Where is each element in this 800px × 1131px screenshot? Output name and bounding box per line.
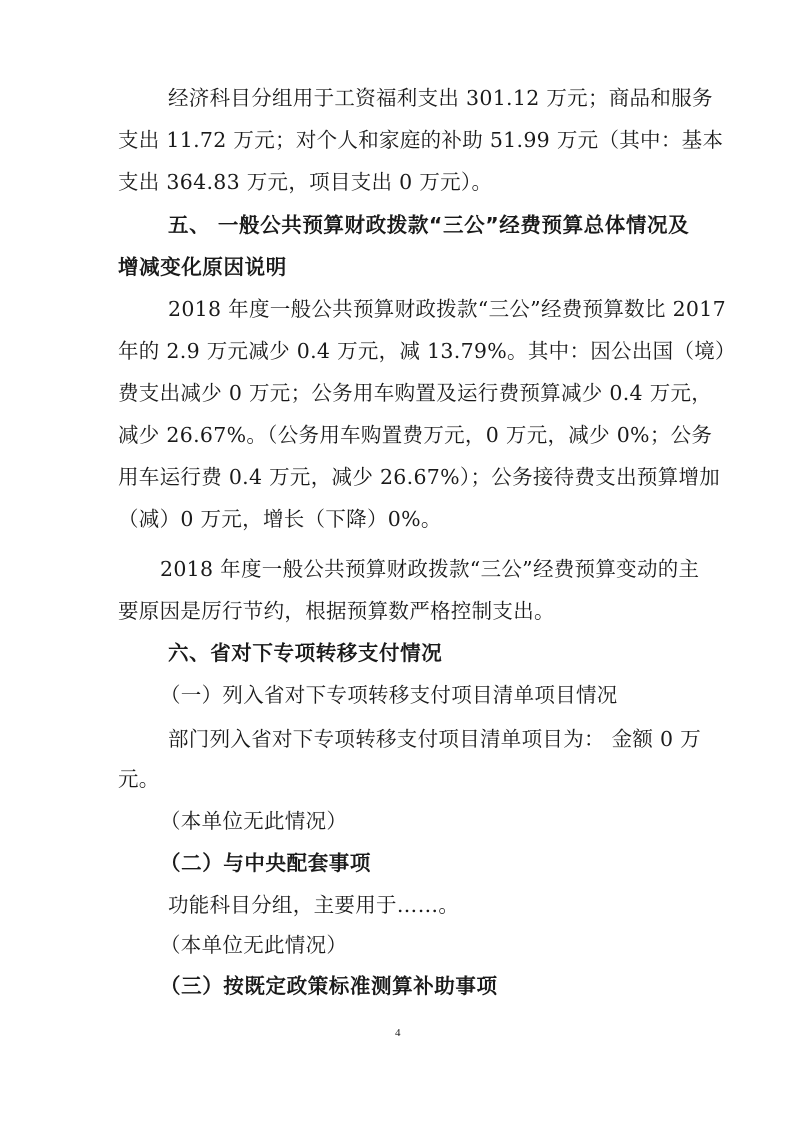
paragraph-line: 费支出减少 0 万元；公务用车购置及运行费预算减少 0.4 万元， [118,381,713,405]
section-heading: 增减变化原因说明 [118,255,287,279]
note-text: （本单位无此情况） [160,933,348,957]
subsection-heading: （一）列入省对下专项转移支付项目清单项目情况 [160,683,618,707]
paragraph-line: 年的 2.9 万元减少 0.4 万元，减 13.79%。其中：因公出国（境） [118,339,736,363]
paragraph-line: 经济科目分组用于工资福利支出 301.12 万元；商品和服务 [168,86,713,110]
note-text: （本单位无此情况） [160,809,348,833]
paragraph-line: 部门列入省对下专项转移支付项目清单项目为： 金额 0 万 [168,727,701,751]
paragraph-line: 2018 年度一般公共预算财政拨款“三公”经费预算变动的主 [160,557,700,581]
paragraph-line: 用车运行费 0.4 万元，减少 26.67%）；公务接待费支出预算增加 [118,465,721,489]
paragraph-line: 元。 [118,767,160,791]
paragraph-line: 2018 年度一般公共预算财政拨款“三公”经费预算数比 2017 [168,297,726,321]
page-number: 4 [395,1027,401,1039]
section-heading: 六、省对下专项转移支付情况 [168,641,443,665]
paragraph-line: 要原因是厉行节约，根据预算数严格控制支出。 [118,599,555,623]
paragraph-line: 功能科目分组，主要用于……。 [168,893,460,917]
section-heading: 五、 一般公共预算财政拨款“三公”经费预算总体情况及 [168,213,690,237]
subsection-heading: （三）按既定政策标准测算补助事项 [160,974,498,998]
paragraph-line: 支出 11.72 万元；对个人和家庭的补助 51.99 万元（其中：基本 [118,128,724,152]
paragraph-line: 支出 364.83 万元，项目支出 0 万元）。 [118,170,493,194]
subsection-heading: （二）与中央配套事项 [160,851,371,875]
paragraph-line: 减少 26.67%。（公务用车购置费万元，0 万元，减少 0%；公务 [118,423,713,447]
paragraph-line: （减）0 万元，增长（下降）0%。 [118,507,442,531]
